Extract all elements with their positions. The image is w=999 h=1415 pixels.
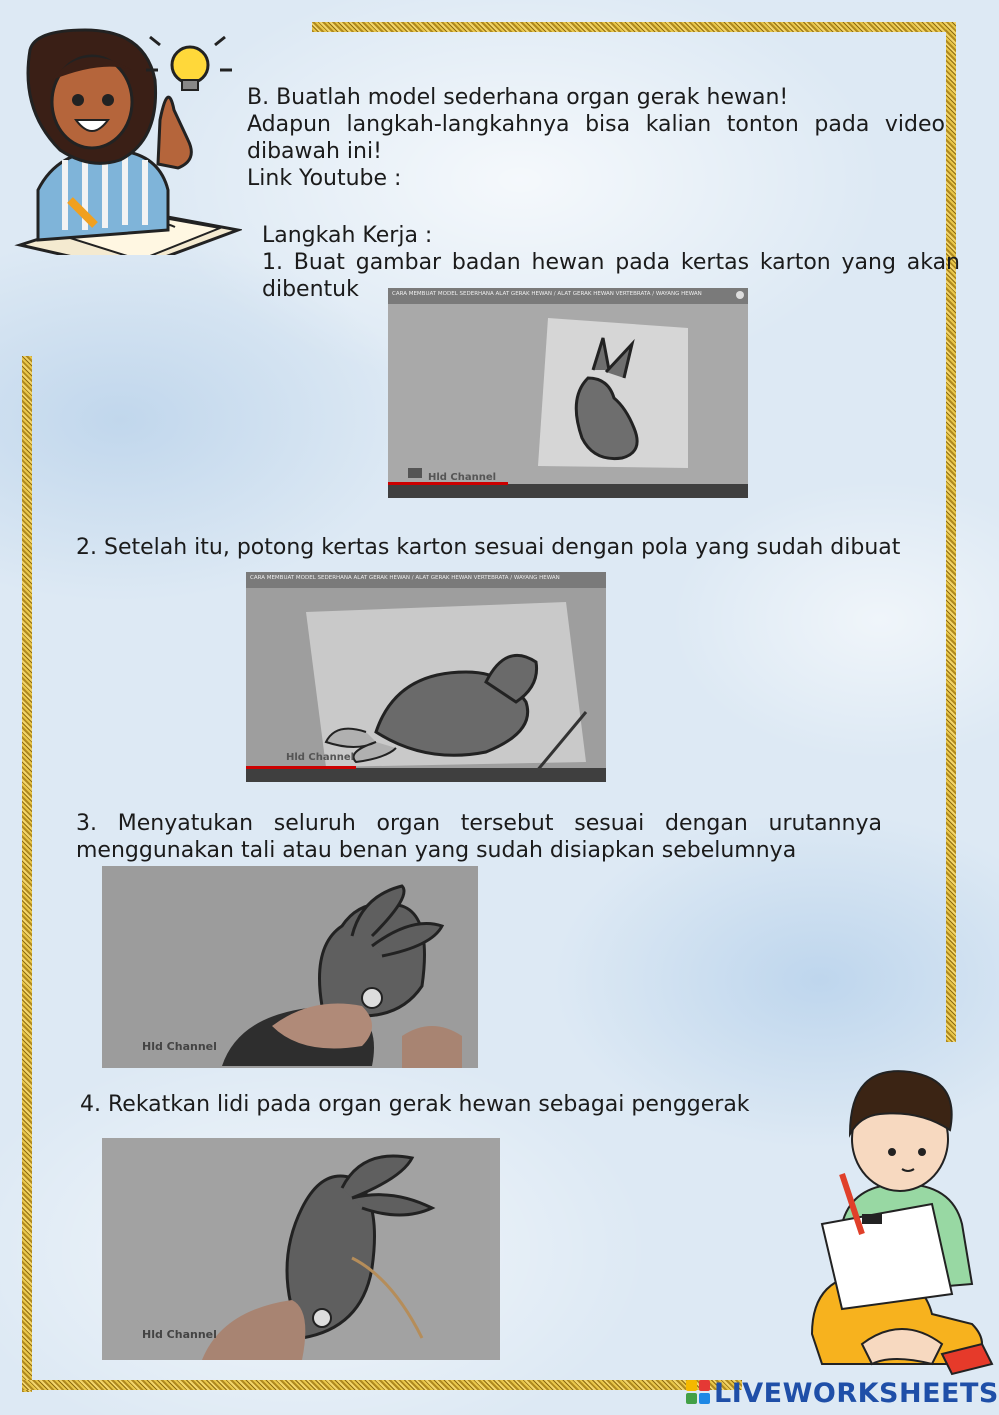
gold-border-left bbox=[22, 356, 32, 1392]
video-4-channel: Hld Channel bbox=[142, 1328, 217, 1341]
step-3-text: 3. Menyatukan seluruh organ tersebut sesuai dengan urutannya menggunakan tali atau benan yang sudah disiapkan sebelumnya bbox=[76, 811, 882, 863]
liveworksheets-logo[interactable] bbox=[686, 1376, 999, 1410]
liveworksheets-mark-icon bbox=[686, 1380, 712, 1406]
video-screenshot-4[interactable] bbox=[102, 1138, 500, 1360]
video-1-title: CARA MEMBUAT MODEL SEDERHANA ALAT GERAK HEWAN / ALAT GERAK HEWAN VERTEBRATA / WAYANG HEWAN bbox=[392, 291, 702, 297]
steps-title: Langkah Kerja : bbox=[262, 223, 433, 248]
boy-drawing-illustration bbox=[802, 1064, 999, 1376]
youtube-settings-icon[interactable] bbox=[736, 291, 744, 299]
video-3-channel: Hld Channel bbox=[142, 1040, 217, 1053]
gold-border-right bbox=[946, 22, 956, 1042]
task-heading: B. Buatlah model sederhana organ gerak hewan! bbox=[247, 85, 789, 110]
step-1-text: 1. Buat gambar badan hewan pada kertas karton yang akan dibentuk bbox=[262, 250, 960, 302]
video-2-channel: Hld Channel bbox=[286, 752, 355, 763]
step-4-text: 4. Rekatkan lidi pada organ gerak hewan sebagai penggerak bbox=[80, 1092, 750, 1117]
video-screenshot-3[interactable] bbox=[102, 866, 478, 1068]
gold-border-bottom bbox=[22, 1380, 742, 1390]
video-screenshot-2[interactable] bbox=[246, 572, 606, 782]
liveworksheets-brand-text: LIVEWORKSHEETS bbox=[714, 1377, 999, 1409]
video-screenshot-1[interactable] bbox=[388, 288, 748, 498]
girl-idea-illustration bbox=[10, 20, 242, 255]
step-2-text: 2. Setelah itu, potong kertas karton sesuai dengan pola yang sudah dibuat bbox=[76, 535, 901, 560]
youtube-link-label: Link Youtube : bbox=[247, 166, 402, 191]
task-paragraph: Adapun langkah-langkahnya bisa kalian tonton pada video dibawah ini! bbox=[247, 112, 945, 164]
gold-border-top bbox=[312, 22, 952, 32]
video-1-channel: Hld Channel bbox=[428, 472, 497, 483]
video-2-title: CARA MEMBUAT MODEL SEDERHANA ALAT GERAK HEWAN / ALAT GERAK HEWAN VERTEBRATA / WAYANG HEWAN bbox=[250, 575, 560, 581]
